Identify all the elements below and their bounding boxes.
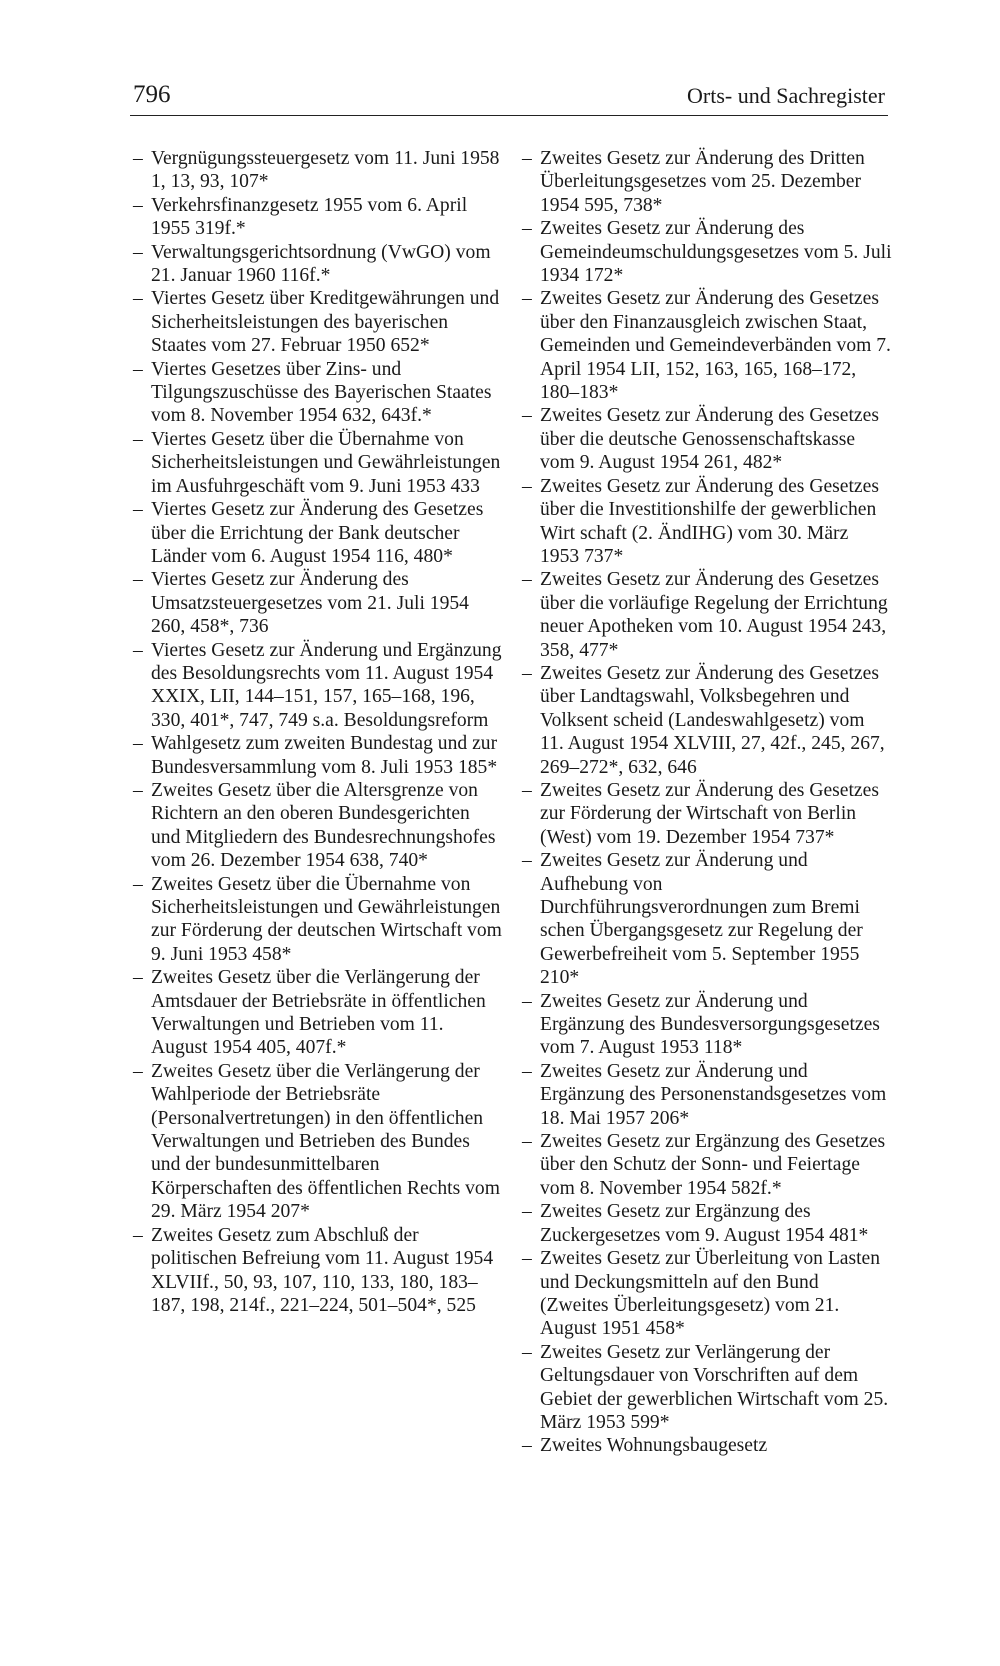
index-entry: [133, 147, 503, 194]
index-entry: [133, 498, 503, 568]
entry-dash: –: [133, 358, 143, 380]
entry-text: Zweites Gesetz über die Verlängerung der Wahlperiode der Betriebsräte (Personalvertretungen) in den öffentlichen Verwaltungen und Betrieben des Bundes und der bundesunmittelbaren Körperschaften des öffentlichen Rechts vom 29. März 1954 207*: [151, 1060, 500, 1223]
entry-text: Zweites Gesetz zur Änderung des Gesetzes über die Investitionshilfe der gewerblichen Wirt schaft (2. ÄndIHG) vom 30. März 1953 737*: [540, 475, 879, 567]
page-number: 796: [133, 81, 171, 108]
entry-text: Zweites Gesetz zur Änderung und Aufhebung von Durchführungsverordnungen zum Bremi schen Übergangsgesetz zur Regelung der Gewerbefreiheit vom 5. September 1955 210*: [540, 850, 863, 989]
entry-text: Viertes Gesetz zur Änderung des Umsatzsteuergesetzes vom 21. Juli 1954 260, 458*, 736: [151, 569, 469, 638]
entry-dash: –: [133, 967, 143, 989]
entry-text: Zweites Gesetz über die Übernahme von Sicherheitsleistungen und Gewährleistungen zur Förderung der deutschen Wirtschaft vom 9. Juni 1953 458*: [151, 873, 502, 965]
index-entry: [522, 475, 892, 569]
entry-text: Verwaltungsgerichtsordnung (VwGO) vom 21. Januar 1960 116f.*: [151, 241, 491, 287]
entry-text: Viertes Gesetz zur Änderung des Gesetzes über die Errichtung der Bank deutscher Länder vom 6. August 1954 116, 480*: [151, 499, 484, 567]
entry-text: Vergnügungssteuergesetz vom 11. Juni 1958 1, 13, 93, 107*: [151, 148, 500, 193]
entry-text: Zweites Gesetz zur Ergänzung des Zuckergesetzes vom 9. August 1954 481*: [540, 1201, 869, 1246]
index-entry: [133, 966, 503, 1060]
index-entry: [133, 1224, 503, 1318]
running-head: Orts- und Sachregister: [687, 83, 885, 108]
entry-text: Zweites Gesetz zur Änderung und Ergänzung des Bundesversorgungsgesetzes vom 7. August 1953 118*: [540, 990, 880, 1059]
index-entry: [522, 1341, 892, 1435]
index-entry: [522, 1200, 892, 1247]
entry-text: Zweites Gesetz zur Änderung des Gesetzes über den Finanzausgleich zwischen Staat, Gemeinden und Gemeindeverbänden vom 7. April 1954 LII, 152, 163, 165, 168–172, 180–183*: [540, 288, 891, 404]
entry-text: Zweites Gesetz zur Änderung des Gesetzes über die deutsche Genossenschaftskasse vom 9. August 1954 261, 482*: [540, 405, 879, 474]
index-entry: [133, 568, 503, 638]
index-entry: [133, 358, 503, 428]
index-entry: [522, 662, 892, 779]
entry-text: Zweites Wohnungsbaugesetz: [540, 1435, 768, 1457]
entry-text: Zweites Gesetz zur Überleitung von Lasten und Deckungsmitteln auf den Bund (Zweites Überleitungsgesetz) vom 21. August 1951 458*: [540, 1248, 881, 1340]
entry-dash: –: [522, 569, 532, 591]
index-entry: [522, 217, 892, 287]
entry-text: Zweites Gesetz zur Änderung des Gesetzes über die vorläufige Regelung der Errichtung neuer Apotheken vom 10. August 1954 243, 358, 477*: [540, 569, 888, 661]
index-entry: [522, 779, 892, 849]
index-column-left: [133, 147, 503, 1317]
entry-dash: –: [522, 1435, 532, 1457]
entry-dash: –: [133, 428, 143, 450]
entry-text: Wahlgesetz zum zweiten Bundestag und zur Bundesversammlung vom 8. Juli 1953 185*: [151, 733, 498, 778]
entry-dash: –: [133, 779, 143, 801]
entry-text: Viertes Gesetz zur Änderung und Ergänzung des Besoldungsrechts vom 11. August 1954 XXIX, LII, 144–151, 157, 165–168, 196, 330, 401*, 747, 749 s.a. Besoldungsreform: [151, 639, 502, 731]
index-entry: [522, 990, 892, 1060]
index-entry: [133, 241, 503, 288]
entry-text: Viertes Gesetz über Kreditgewährungen und Sicherheitsleistungen des bayerischen Staates vom 27. Februar 1950 652*: [151, 288, 500, 357]
index-entry: [133, 287, 503, 357]
entry-dash: –: [522, 1131, 532, 1153]
entry-text: Zweites Gesetz zur Änderung des Gesetzes zur Förderung der Wirtschaft von Berlin (West) vom 19. Dezember 1954 737*: [540, 779, 879, 848]
entry-text: Zweites Gesetz zum Abschluß der politischen Befreiung vom 11. August 1954 XLVIIf., 50, 93, 107, 110, 133, 180, 183–187, 198, 214f., 221–224, 501–504*, 525: [151, 1224, 494, 1316]
entry-dash: –: [133, 639, 143, 661]
entry-dash: –: [522, 662, 532, 684]
entry-dash: –: [522, 148, 532, 169]
entry-text: Zweites Gesetz zur Verlängerung der Geltungsdauer von Vorschriften auf dem Gebiet der gewerblichen Wirtschaft vom 25. März 1953 599*: [540, 1341, 889, 1433]
entry-text: Zweites Gesetz zur Änderung des Dritten Überleitungsgesetzes vom 25. Dezember 1954 595, 738*: [540, 148, 865, 216]
index-entry: [133, 732, 503, 779]
entry-dash: –: [133, 873, 143, 895]
index-entry: [133, 873, 503, 967]
entry-dash: –: [522, 850, 532, 872]
index-entry: [133, 639, 503, 733]
index-entry: [133, 194, 503, 241]
entry-dash: –: [133, 499, 143, 521]
index-entry: [522, 1434, 892, 1457]
entry-text: Zweites Gesetz über die Verlängerung der Amtsdauer der Betriebsräte in öffentlichen Verwaltungen und Betrieben vom 11. August 1954 405, 407f.*: [151, 967, 486, 1059]
entry-dash: –: [133, 569, 143, 591]
entry-text: Zweites Gesetz zur Ergänzung des Gesetzes über den Schutz der Sonn- und Feiertage vom 8. November 1954 582f.*: [540, 1131, 886, 1199]
entry-text: Zweites Gesetz zur Änderung des Gemeindeumschuldungsgesetzes vom 5. Juli 1934 172*: [540, 218, 892, 287]
index-entry: [522, 849, 892, 989]
index-entry: [522, 404, 892, 474]
entry-dash: –: [133, 194, 143, 216]
entry-dash: –: [133, 241, 143, 263]
entry-dash: –: [522, 218, 532, 240]
entry-dash: –: [522, 1341, 532, 1363]
index-entry: [522, 287, 892, 404]
index-entry: [522, 1130, 892, 1200]
entry-text: Zweites Gesetz über die Altersgrenze von Richtern an den oberen Bundesgerichten und Mitgliedern des Bundesrechnungshofes vom 26. Dezember 1954 638, 740*: [151, 779, 496, 872]
entry-text: Viertes Gesetzes über Zins- und Tilgungszuschüsse des Bayerischen Staates vom 8. November 1954 632, 643f.*: [151, 358, 492, 427]
entry-dash: –: [133, 288, 143, 310]
entry-text: Verkehrsfinanzgesetz 1955 vom 6. April 1955 319f.*: [151, 194, 468, 240]
entry-dash: –: [522, 779, 532, 801]
entry-text: Viertes Gesetz über die Übernahme von Sicherheitsleistungen und Gewährleistungen im Ausfuhrgeschäft vom 9. Juni 1953 433: [151, 428, 501, 497]
entry-dash: –: [522, 288, 532, 310]
entry-dash: –: [133, 148, 143, 169]
entry-dash: –: [133, 1060, 143, 1082]
index-entry: [522, 1060, 892, 1130]
index-entry: [522, 147, 892, 217]
entry-dash: –: [522, 1201, 532, 1223]
header-rule: [130, 115, 888, 116]
page-header: [133, 80, 885, 116]
entry-dash: –: [522, 405, 532, 427]
index-entry: [522, 568, 892, 662]
index-entry: [522, 1247, 892, 1341]
entry-dash: –: [522, 1060, 532, 1082]
entry-dash: –: [522, 1248, 532, 1270]
entry-dash: –: [133, 1224, 143, 1246]
index-entry: [133, 428, 503, 498]
index-column-right: [522, 147, 892, 1458]
entry-text: Zweites Gesetz zur Änderung und Ergänzung des Personenstandsgesetzes vom 18. Mai 1957 206*: [540, 1060, 887, 1129]
entry-dash: –: [522, 990, 532, 1012]
index-entry: [133, 779, 503, 873]
index-entry: [133, 1060, 503, 1224]
entry-dash: –: [522, 475, 532, 497]
entry-dash: –: [133, 733, 143, 755]
entry-text: Zweites Gesetz zur Änderung des Gesetzes über Landtagswahl, Volksbegehren und Volksent scheid (Landeswahlgesetz) vom 11. August 1954 XLVIII, 27, 42f., 245, 267, 269–272*, 632, 646: [540, 662, 885, 778]
